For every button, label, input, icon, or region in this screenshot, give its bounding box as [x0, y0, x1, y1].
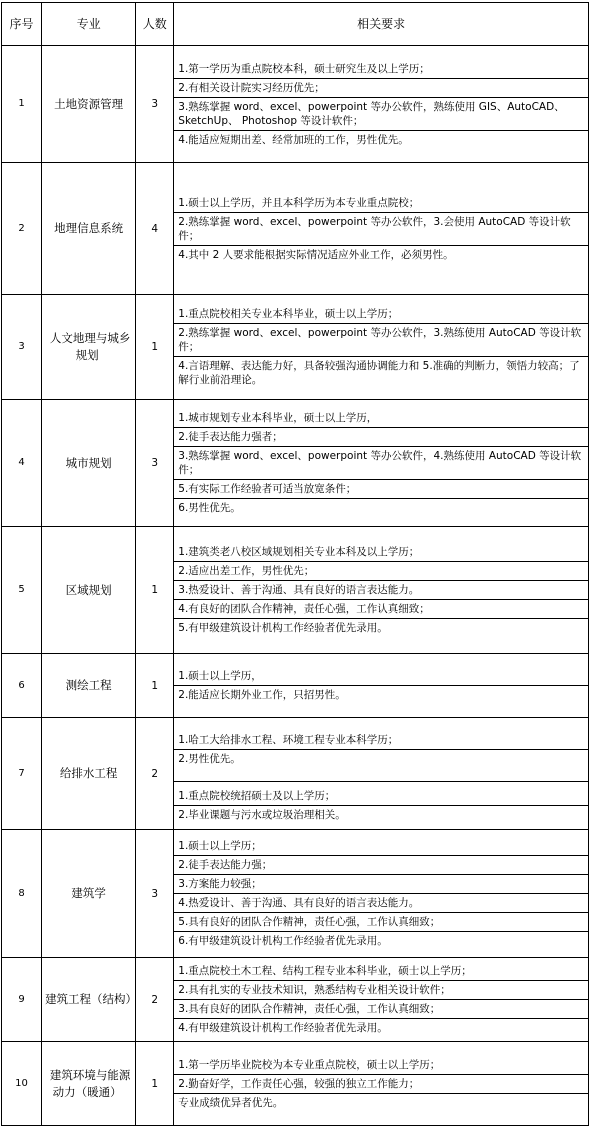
requirement-line: 4.有良好的团队合作精神，责任心强，工作认真细致； — [174, 600, 588, 619]
requirement-line: 专业成绩优异者优先。 — [178, 1096, 284, 1109]
cell-count-text: 1 — [151, 341, 159, 353]
cell-major-text: 人文地理与城乡规划 — [49, 331, 131, 362]
requirement-line: 1.重点院校相关专业本科毕业，硕士以上学历； — [174, 305, 588, 324]
requirement-line: 1.重点院校土木工程、结构工程专业本科毕业，硕士以上学历； — [174, 962, 588, 981]
requirement-line: 3.熟练掌握 word、excel、powerpoint 等办公软件，4.熟练使用 AutoCAD 等设计软件； — [174, 447, 588, 480]
requirement-line: 2.能适应长期外业工作，只招男性。 — [178, 689, 346, 701]
requirement-line: 4.其中 2 人要求能根据实际情况适应外业工作，必须男性。 — [178, 248, 454, 261]
cell-count-text: 2 — [151, 993, 159, 1006]
requirement-line: 6.有甲级建筑设计机构工作经验者优先录用。 — [178, 935, 388, 947]
requirements-list — [174, 666, 588, 705]
requirements-list — [174, 1055, 588, 1113]
header-requirements: 相关要求 — [174, 3, 589, 46]
requirements-list — [174, 193, 588, 265]
requirement-line: 1.硕士以上学历； — [174, 837, 588, 856]
cell-major — [42, 654, 136, 718]
cell-no — [2, 958, 42, 1042]
requirement-line: 2.徒手表达能力强； — [174, 856, 588, 875]
requirements-list — [174, 408, 588, 518]
requirement-line: 2.熟练掌握 word、excel、powerpoint 等办公软件，3.熟练使用 AutoCAD 等设计软件； — [174, 324, 588, 357]
cell-count-text: 1 — [151, 1077, 159, 1090]
requirement-line: 5.具有良好的团队合作精神，责任心强，工作认真细致； — [174, 913, 588, 932]
cell-major-text: 建筑工程（结构） — [45, 992, 138, 1006]
requirement-line: 6.男性优先。 — [178, 502, 241, 514]
cell-no-text: 6 — [18, 679, 25, 691]
cell-no-text: 4 — [18, 457, 25, 468]
requirement-line: 1.城市规划专业本科毕业，硕士以上学历， — [174, 409, 588, 428]
cell-no-text: 1 — [18, 98, 25, 109]
requirement-line: 2.勤奋好学，工作责任心强，较强的独立工作能力； — [174, 1075, 588, 1094]
requirement-line: 4.言语理解、表达能力好，具备较强沟通协调能力和 5.准确的判断力，领悟力较高；了解行业前沿理论。 — [178, 360, 580, 386]
cell-no-text: 5 — [18, 584, 25, 595]
table-header-row — [2, 3, 589, 46]
cell-major — [42, 1042, 136, 1126]
table-row — [2, 1042, 589, 1126]
cell-requirements — [174, 1042, 589, 1126]
requirement-line: 4.热爱设计、善于沟通、具有良好的语言表达能力。 — [174, 894, 588, 913]
cell-count — [136, 958, 174, 1042]
cell-major-text: 城市规划 — [65, 455, 112, 470]
cell-major-text: 土地资源管理 — [54, 96, 124, 111]
requirement-line: 2.熟练掌握 word、excel、powerpoint 等办公软件，3.会使用 AutoCAD 等设计软件； — [174, 213, 588, 246]
requirements-list — [174, 961, 588, 1038]
cell-requirements-extra — [174, 782, 589, 830]
requirements-list — [174, 304, 588, 390]
cell-count-text: 3 — [151, 98, 159, 110]
cell-major — [42, 958, 136, 1042]
table-row — [2, 654, 589, 718]
table-row — [2, 163, 589, 295]
cell-requirements — [174, 295, 589, 400]
cell-count-text: 2 — [151, 767, 159, 780]
requirement-line: 4.能适应短期出差、经常加班的工作，男性优先。 — [178, 133, 409, 146]
requirement-line: 3.具有良好的团队合作精神，责任心强，工作认真细致； — [174, 1000, 588, 1019]
cell-count-text: 1 — [151, 679, 159, 692]
cell-major — [42, 830, 136, 958]
requirement-line: 3.热爱设计、善于沟通、具有良好的语言表达能力。 — [174, 581, 588, 600]
cell-no-text: 3 — [18, 341, 25, 352]
cell-no — [2, 46, 42, 163]
requirement-line: 2.毕业课题与污水或垃圾治理相关。 — [178, 809, 346, 821]
cell-major — [42, 163, 136, 295]
cell-count — [136, 718, 174, 830]
cell-count — [136, 46, 174, 163]
cell-no-text: 9 — [18, 993, 25, 1005]
requirement-line: 4.有甲级建筑设计机构工作经验者优先录用。 — [178, 1022, 388, 1034]
requirements-list — [174, 786, 588, 825]
requirements-list — [174, 542, 588, 638]
cell-no — [2, 830, 42, 958]
table-row — [2, 718, 589, 782]
cell-no — [2, 527, 42, 654]
requirements-list — [174, 59, 588, 150]
requirement-line: 1.重点院校统招硕士及以上学历； — [174, 787, 588, 806]
cell-major-text: 地理信息系统 — [54, 221, 124, 235]
cell-major — [42, 400, 136, 527]
cell-major — [42, 527, 136, 654]
cell-major-text: 建筑环境与能源动力（暖通） — [49, 1067, 131, 1099]
table-row — [2, 527, 589, 654]
requirement-line: 1.建筑类老八校区域规划相关专业本科及以上学历； — [174, 543, 588, 562]
cell-requirements — [174, 527, 589, 654]
cell-count — [136, 400, 174, 527]
cell-no — [2, 163, 42, 295]
cell-requirements — [174, 718, 589, 782]
cell-count — [136, 295, 174, 400]
cell-count-text: 3 — [151, 457, 159, 469]
cell-requirements — [174, 400, 589, 527]
cell-no — [2, 295, 42, 400]
cell-count-text: 4 — [151, 222, 159, 235]
requirement-line: 2.徒手表达能力强者； — [174, 428, 588, 447]
cell-count — [136, 1042, 174, 1126]
requirement-line: 5.有甲级建筑设计机构工作经验者优先录用。 — [178, 622, 388, 634]
requirements-list — [174, 836, 588, 951]
cell-requirements — [174, 958, 589, 1042]
requirement-line: 1.第一学历毕业院校为本专业重点院校，硕士以上学历； — [174, 1056, 588, 1075]
requirement-line: 3.熟练掌握 word、excel、powerpoint 等办公软件，熟练使用 GIS、AutoCAD、SketchUp、 Photoshop 等设计软件； — [174, 98, 588, 131]
table-row — [2, 400, 589, 527]
header-major: 专业 — [42, 3, 136, 46]
requirement-line: 2.有相关设计院实习经历优先； — [174, 79, 588, 98]
cell-count-text: 1 — [151, 584, 159, 596]
cell-no — [2, 400, 42, 527]
cell-requirements — [174, 46, 589, 163]
cell-no-text: 2 — [18, 222, 25, 234]
cell-requirements — [174, 163, 589, 295]
requirements-list — [174, 730, 588, 769]
cell-requirements — [174, 830, 589, 958]
cell-major — [42, 295, 136, 400]
requirement-line: 2.适应出差工作，男性优先； — [174, 562, 588, 581]
recruitment-table — [1, 2, 589, 1126]
cell-count — [136, 163, 174, 295]
cell-count-text: 3 — [151, 887, 159, 900]
cell-no — [2, 1042, 42, 1126]
cell-no — [2, 654, 42, 718]
table-row — [2, 295, 589, 400]
table-body — [2, 46, 589, 1126]
cell-major-text: 给排水工程 — [59, 766, 118, 780]
requirement-line: 3.方案能力较强； — [174, 875, 588, 894]
cell-count — [136, 527, 174, 654]
table-row — [2, 46, 589, 163]
cell-no-text: 8 — [18, 887, 25, 899]
cell-major-text: 建筑学 — [71, 886, 106, 900]
table-row — [2, 958, 589, 1042]
cell-no-text: 10 — [15, 1077, 28, 1089]
requirement-line: 1.第一学历为重点院校本科，硕士研究生及以上学历； — [174, 60, 588, 79]
cell-no — [2, 718, 42, 830]
cell-count — [136, 654, 174, 718]
cell-major — [42, 46, 136, 163]
cell-major-text: 测绘工程 — [65, 678, 112, 692]
requirement-line: 2.男性优先。 — [178, 753, 241, 765]
requirement-line: 1.哈工大给排水工程、环境工程专业本科学历； — [174, 731, 588, 750]
header-count: 人数 — [136, 3, 174, 46]
cell-count — [136, 830, 174, 958]
cell-requirements — [174, 654, 589, 718]
cell-major-text: 区域规划 — [65, 582, 112, 597]
cell-no-text: 7 — [18, 767, 25, 779]
cell-major — [42, 718, 136, 830]
requirement-line: 1.硕士以上学历，并且本科学历为本专业重点院校； — [174, 194, 588, 213]
table-row — [2, 830, 589, 958]
header-no: 序号 — [2, 3, 42, 46]
requirement-line: 2.具有扎实的专业技术知识，熟悉结构专业相关设计软件； — [174, 981, 588, 1000]
requirement-line: 1.硕士以上学历， — [174, 667, 588, 686]
requirement-line: 5.有实际工作经验者可适当放宽条件； — [174, 480, 588, 499]
